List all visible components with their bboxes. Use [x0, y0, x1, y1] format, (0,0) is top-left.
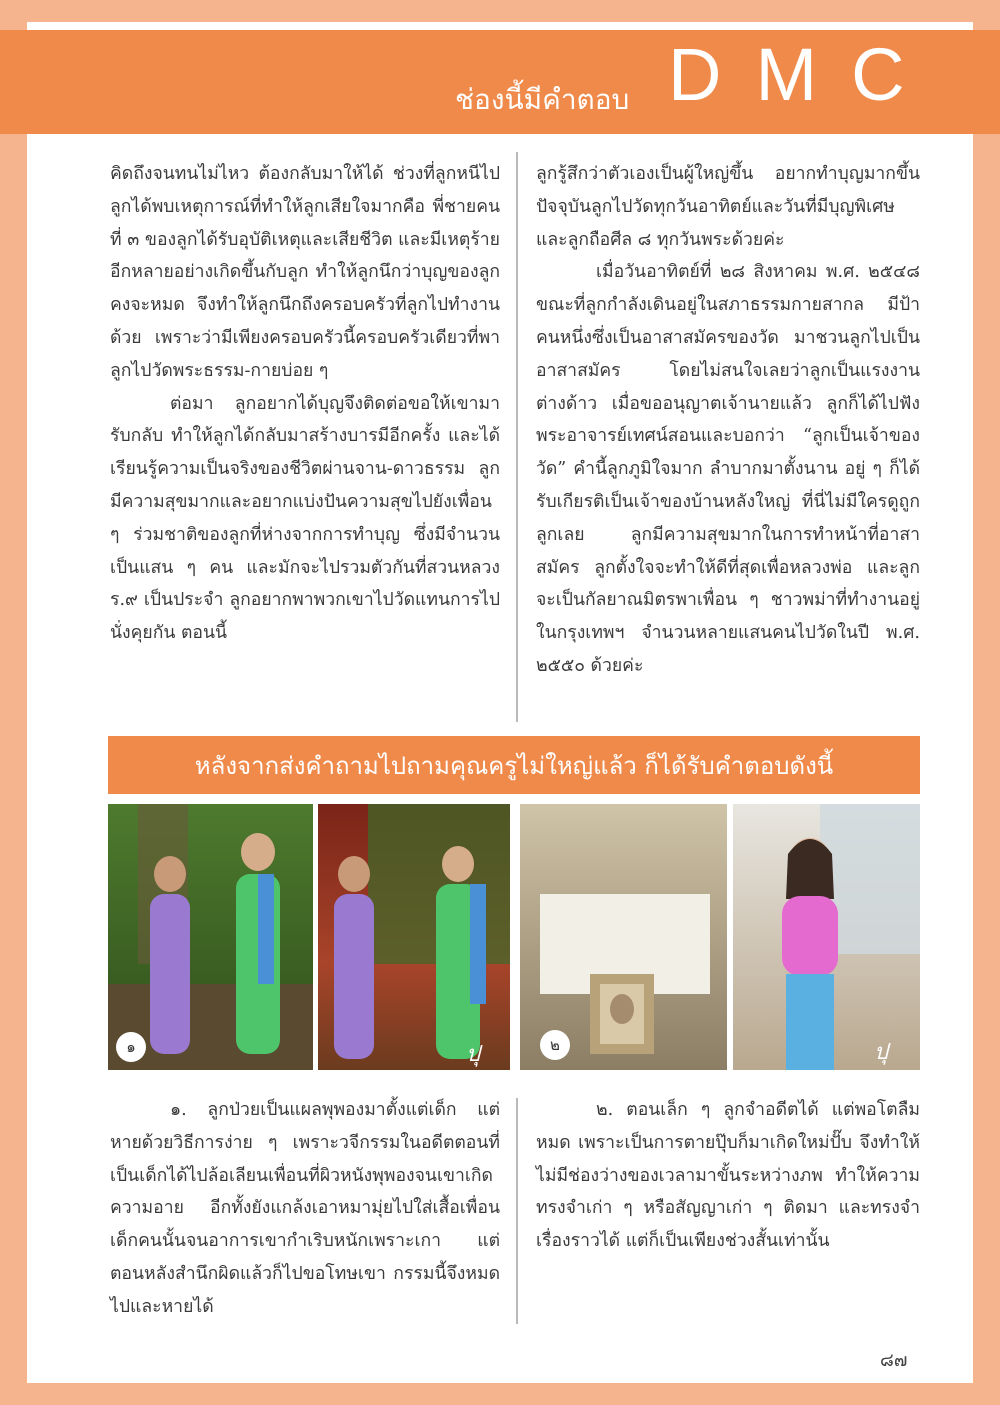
illustration-1-image	[108, 804, 510, 1070]
article-paragraph: คิดถึงจนทนไม่ไหว ต้องกลับมาให้ได้ ช่วงที่ลูกหนีไป ลูกได้พบเหตุการณ์ที่ทำให้ลูกเสียใจมากคือ พี่ชายคนที่ ๓ ของลูกได้รับอุบัติเหตุและเสียชีวิต และมีเหตุร้ายอีกหลายอย่างเกิดขึ้นกับลูก ทำให้ลูกนึกว่าบุญของลูกคงจะหมด จึงทำให้ลูกนึกถึงครอบครัวที่ลูกไปทำงานด้วย เพราะว่ามีเพียงครอบครัวนี้ครอบครัวเดียวที่พาลูกไปวัดพระธรรม-กายบ่อย ๆ	[110, 164, 500, 381]
illustration-1	[108, 804, 510, 1070]
page-number: ๘๗	[880, 1350, 908, 1371]
caption-2-text: ๒. ตอนเล็ก ๆ ลูกจำอดีตได้ แต่พอโตลืมหมด เพราะเป็นการตายปุ๊บก็มาเกิดใหม่ปั๊บ จึงทำให้ไม่มีช่องว่างของเวลามาขั้นระหว่างภพ ทำให้ความทรงจำเก่า ๆ หรือสัญญาเก่า ๆ ติดมา และทรงจำเรื่องราวได้ แต่ก็เป็นเพียงช่วงสั้นเท่านั้น	[536, 1100, 920, 1252]
article-left-column	[110, 158, 500, 650]
illustration-1-badge: ๑	[116, 1032, 146, 1062]
answer-banner	[108, 736, 920, 794]
header-brand: DMC	[668, 33, 939, 116]
article-paragraph: ลูกรู้สึกว่าตัวเองเป็นผู้ใหญ่ขึ้น อยากทำบุญมากขึ้น ปัจจุบันลูกไปวัดทุกวันอาทิตย์และวันที่มีบุญพิเศษ และลูกถือศีล ๘ ทุกวันพระด้วยค่ะ	[536, 164, 920, 250]
caption-1	[110, 1094, 500, 1324]
caption-1-text: ๑. ลูกป่วยเป็นแผลพุพองมาตั้งแต่เด็ก แต่หายด้วยวิธีการง่าย ๆ เพราะวจีกรรมในอดีตตอนที่เป็นเด็กได้ไปล้อเลียนเพื่อนที่ผิวหนังพุพองจนเขาเกิดความอาย อีกทั้งยังแกล้งเอาหมามุ่ยไปใส่เสื้อเพื่อนเด็กคนนั้นจนอาการเขากำเริบหนักเพราะเกา แต่ตอนหลังสำนึกผิดแล้วก็ไปขอโทษเขา กรรมนี้จึงหมดไปและหายได้	[110, 1100, 500, 1317]
illustration-2-badge: ๒	[540, 1030, 570, 1060]
article-right-column	[536, 158, 920, 683]
article-paragraph: ต่อมา ลูกอยากได้บุญจึงติดต่อขอให้เขามารับกลับ ทำให้ลูกได้กลับมาสร้างบารมีอีกครั้ง และได้เรียนรู้ความเป็นจริงของชีวิตผ่านจาน-ดาวธรรม ลูกมีความสุขมากและอยากแบ่งปันความสุขไปยังเพื่อน ๆ ร่วมชาติของลูกที่ห่างจากการทำบุญ ซึ่งมีจำนวนเป็นแสน ๆ คน และมักจะไปรวมตัวกันที่สวนหลวง ร.๙ เป็นประจำ ลูกอยากพาพวกเขาไปวัดแทนการไปนั่งคุยกัน ตอนนี้	[110, 393, 500, 644]
column-divider	[516, 152, 518, 722]
caption-2	[536, 1094, 920, 1258]
illustration-2	[520, 804, 920, 1070]
answer-banner-text: หลังจากส่งคำถามไปถามคุณครูไม่ใหญ่แล้ว ก็ได้รับคำตอบดังนี้	[194, 751, 834, 780]
article-paragraph: เมื่อวันอาทิตย์ที่ ๒๘ สิงหาคม พ.ศ. ๒๕๔๘ ขณะที่ลูกกำลังเดินอยู่ในสภาธรรมกายสากล มีป้าคนหนึ่งซึ่งเป็นอาสาสมัครของวัด มาชวนลูกไปเป็นอาสาสมัคร โดยไม่สนใจเลยว่าลูกเป็นแรงงานต่างด้าว เมื่อขออนุญาตเจ้านายแล้ว ลูกก็ได้ไปฟังพระอาจารย์เทศน์สอนและบอกว่า “ลูกเป็นเจ้าของวัด” คำนี้ลูกภูมิใจมาก ลำบากมาตั้งนาน อยู่ ๆ ก็ได้รับเกียรติเป็นเจ้าของบ้านหลังใหญ่ ที่นี่ไม่มีใครดูถูกลูกเลย ลูกมีความสุขมากในการทำหน้าที่อาสาสมัคร ลูกตั้งใจจะทำให้ดีที่สุดเพื่อหลวงพ่อ และลูกจะเป็นกัลยาณมิตรพาเพื่อน ๆ ชาวพม่าที่ทำงานอยู่ในกรุงเทพฯ จำนวนหลายแสนคนไปวัดในปี พ.ศ. ๒๕๕๐ ด้วยค่ะ	[536, 262, 920, 676]
illustration-2-signature: ปุ	[874, 1040, 888, 1065]
header-bar	[0, 30, 1000, 134]
illustration-2-image	[520, 804, 920, 1070]
caption-divider	[516, 1098, 518, 1324]
illustration-1-signature: ปุ	[466, 1042, 480, 1067]
header-subtitle: ช่องนี้มีคำตอบ	[455, 83, 630, 116]
